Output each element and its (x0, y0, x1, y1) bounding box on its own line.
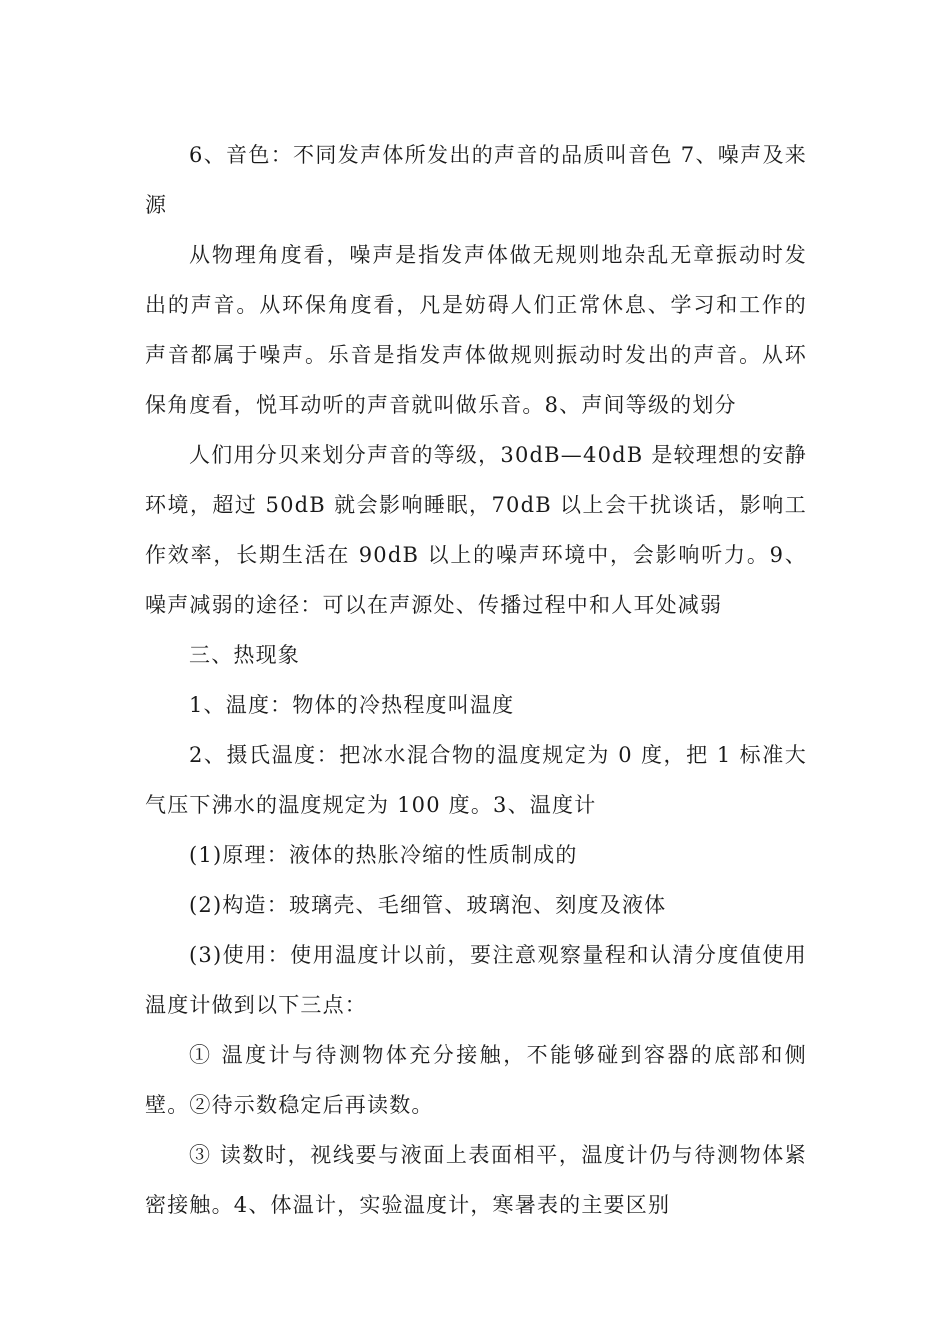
document-body (145, 130, 807, 1230)
paragraph-principle: (1)原理：液体的热胀冷缩的性质制成的 (189, 843, 578, 867)
paragraph-structure: (2)构造：玻璃壳、毛细管、玻璃泡、刻度及液体 (189, 893, 667, 917)
paragraph-temperature: 1、温度：物体的冷热程度叫温度 (189, 693, 515, 717)
paragraph-usage-point-3: ③ 读数时，视线要与液面上表面相平，温度计仍与待测物体紧密接触。4、体温计，实验温度计，寒暑表的主要区别 (145, 1143, 807, 1217)
paragraph-celsius: 2、摄氏温度：把冰水混合物的温度规定为 0 度，把 1 标准大气压下沸水的温度规定为 100 度。3、温度计 (145, 743, 807, 817)
paragraph-usage-point-1-2: ① 温度计与待测物体充分接触，不能够碰到容器的底部和侧壁。②待示数稳定后再读数。 (145, 1043, 807, 1117)
paragraph-decibel-levels: 人们用分贝来划分声音的等级，30dB—40dB 是较理想的安静环境，超过 50dB 就会影响睡眠，70dB 以上会干扰谈话，影响工作效率，长期生活在 90dB 以上的噪声环境中，会影响听力。9、噪声减弱的途径：可以在声源处、传播过程中和人耳处减弱 (145, 443, 807, 617)
paragraph-usage: (3)使用：使用温度计以前，要注意观察量程和认清分度值使用温度计做到以下三点： (145, 943, 807, 1017)
section-heading-heat: 三、热现象 (189, 643, 300, 667)
paragraph-noise-definition: 从物理角度看，噪声是指发声体做无规则地杂乱无章振动时发出的声音。从环保角度看，凡是妨碍人们正常休息、学习和工作的声音都属于噪声。乐音是指发声体做规则振动时发出的声音。从环保角度看，悦耳动听的声音就叫做乐音。8、声间等级的划分 (145, 243, 807, 417)
paragraph-timbre: 6、音色：不同发声体所发出的声音的品质叫音色 7、噪声及来源 (145, 143, 807, 217)
